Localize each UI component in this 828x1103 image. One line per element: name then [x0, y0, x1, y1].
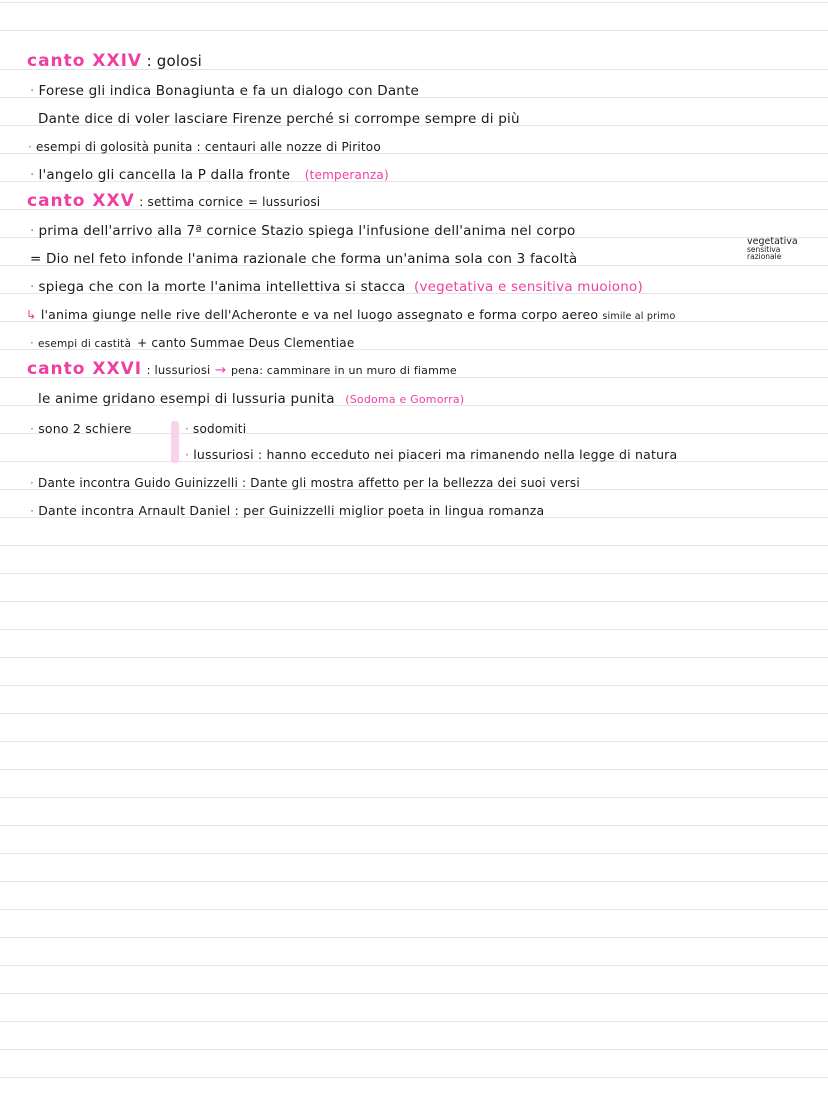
canto-26-line-2: · sono 2 schiere — [30, 421, 132, 436]
bullet-icon: · — [185, 422, 190, 436]
bullet-icon: · — [30, 336, 35, 350]
bullet-icon: · — [30, 223, 35, 239]
arrow-down-right-icon: ↳ — [26, 307, 37, 322]
bullet-icon: · — [30, 279, 35, 295]
canto-25-line-3: · spiega che con la morte l'anima intellettiva si stacca (vegetativa e sensitiva muoiono) — [30, 279, 643, 295]
canto-24-line-2: Dante dice di voler lasciare Firenze perché si corrompe sempre di più — [38, 111, 520, 127]
schiera-lussuriosi: · lussuriosi : hanno ecceduto nei piaceri ma rimanendo nella legge di natura — [185, 447, 678, 462]
canto-26-title: canto XXVI — [27, 359, 143, 379]
canto-24-subtitle: : golosi — [146, 52, 203, 70]
canto-26-line-1: le anime gridano esempi di lussuria punita (Sodoma e Gomorra) — [38, 391, 465, 407]
canto-25-line-5: · esempi di castità + canto Summae Deus Clementiae — [30, 336, 355, 350]
death-note: (vegetativa e sensitiva muoiono) — [414, 279, 643, 295]
bullet-icon: · — [28, 140, 33, 154]
schiera-sodomiti: · sodomiti — [185, 422, 247, 436]
bullet-icon: · — [30, 421, 35, 436]
canto-24-heading — [27, 52, 202, 71]
schiere-bracket — [171, 421, 179, 463]
canto-25-line-4: ↳ l'anima giunge nelle rive dell'Acheronte e va nel luogo assegnato e forma corpo aereo simile al primo — [26, 307, 676, 322]
canto-26-pena: pena: camminare in un muro di fiamme — [230, 364, 457, 377]
bullet-icon: · — [30, 83, 35, 99]
canto-24-line-4: · l'angelo gli cancella la P dalla fronte (temperanza) — [30, 167, 389, 183]
canto-25-title: canto XXV — [27, 191, 135, 211]
canto-25-subtitle-a: : settima cornice — [139, 195, 244, 209]
canto-25-line-2: = Dio nel feto infonde l'anima razionale che forma un'anima sola con 3 facoltà — [30, 251, 578, 267]
canto-24-line-3: · esempi di golosità punita : centauri alle nozze di Piritoo — [28, 140, 381, 154]
bullet-icon: · — [30, 167, 35, 183]
bullet-icon: · — [30, 476, 35, 490]
canto-26-subtitle: : lussuriosi — [146, 363, 211, 377]
canto-25-subtitle-b: = lussuriosi — [247, 195, 321, 209]
canto-26-line-4: · Dante incontra Arnault Daniel : per Guinizzelli miglior poeta in lingua romanza — [30, 503, 545, 518]
arrow-right-icon: → — [214, 362, 227, 378]
virtue-note: (temperanza) — [304, 168, 389, 182]
canto-26-line-3: · Dante incontra Guido Guinizzelli : Dante gli mostra affetto per la bellezza dei suoi versi — [30, 476, 580, 490]
canto-26-heading — [27, 360, 457, 380]
bullet-icon: · — [185, 447, 190, 462]
canto-24-line-1: · Forese gli indica Bonagiunta e fa un dialogo con Dante — [30, 83, 420, 99]
bullet-icon: · — [30, 503, 35, 518]
canto-25-heading — [27, 192, 320, 211]
canto-24-title: canto XXIV — [27, 51, 143, 71]
canto-25-line-1: · prima dell'arrivo alla 7ª cornice Stazio spiega l'infusione dell'anima nel corpo — [30, 223, 576, 239]
faculties-list: vegetativa sensitiva razionale — [747, 236, 798, 261]
